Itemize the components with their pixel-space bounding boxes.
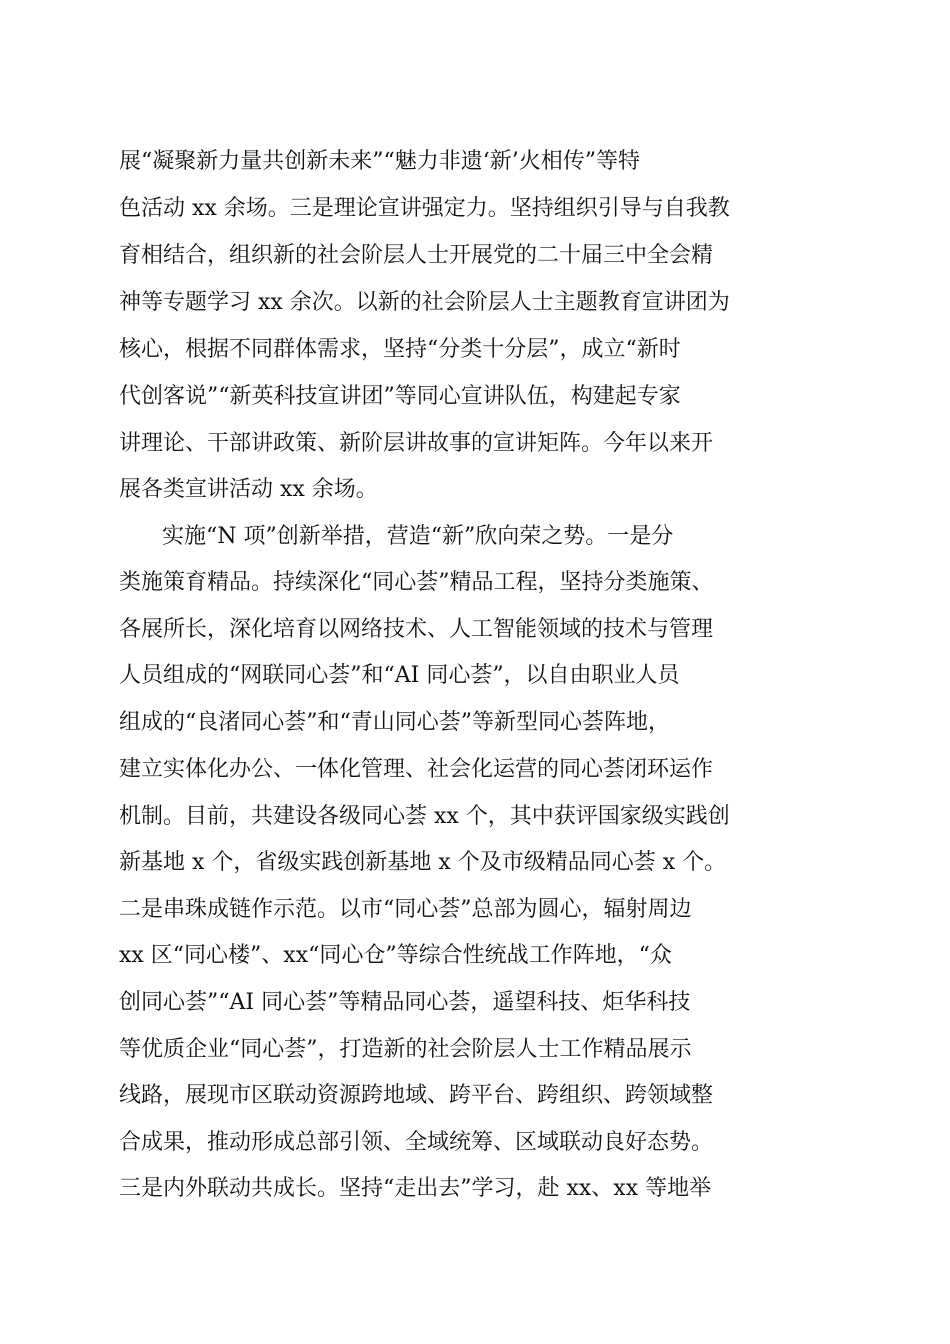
paragraph-line: 三是内外联动共成长。坚持“走出去”学习，赴 xx、xx 等地举 (119, 1176, 712, 1201)
paragraph-line: 合成果，推动形成总部引领、全域统筹、区域联动良好态势。 (119, 1130, 714, 1155)
paragraph-line: 机制。目前，共建设各级同心荟 xx 个，其中获评国家级实践创 (119, 804, 730, 829)
paragraph-line: 展各类宣讲活动 xx 余场。 (119, 477, 378, 502)
paragraph-line: 建立实体化办公、一体化管理、社会化运营的同心荟闭环运作 (119, 757, 714, 782)
paragraph-line: 二是串珠成链作示范。以市“同心荟”总部为圆心，辐射周边 (119, 897, 692, 922)
paragraph-line: 创同心荟”“AI 同心荟”等精品同心荟，遥望科技、炬华科技 (119, 990, 691, 1015)
paragraph-line: 新基地 x 个，省级实践创新基地 x 个及市级精品同心荟 x 个。 (119, 850, 727, 875)
paragraph-line: 类施策育精品。持续深化“同心荟”精品工程，坚持分类施策、 (119, 570, 714, 595)
paragraph-line: xx 区“同心楼”、xx“同心仓”等综合性统战工作阵地，“众 (119, 943, 672, 968)
paragraph-line: 等优质企业“同心荟”，打造新的社会阶层人士工作精品展示 (119, 1037, 692, 1062)
paragraph-line: 组成的“良渚同心荟”和“青山同心荟”等新型同心荟阵地， (119, 710, 670, 735)
paragraph-line: 代创客说”“新英科技宣讲团”等同心宣讲队伍，构建起专家 (119, 384, 681, 409)
paragraph-line: 各展所长，深化培育以网络技术、人工智能领域的技术与管理 (119, 617, 714, 642)
paragraph-line: 讲理论、干部讲政策、新阶层讲故事的宣讲矩阵。今年以来开 (119, 431, 714, 456)
paragraph-line: 神等专题学习 xx 余次。以新的社会阶层人士主题教育宣讲团为 (119, 290, 730, 315)
paragraph-line: 核心，根据不同群体需求，坚持“分类十分层”，成立“新时 (119, 337, 681, 362)
paragraph-line: 线路，展现市区联动资源跨地域、跨平台、跨组织、跨领域整 (119, 1083, 714, 1108)
paragraph-line: 人员组成的“网联同心荟”和“AI 同心荟”，以自由职业人员 (119, 663, 680, 688)
paragraph-line: 展“凝聚新力量共创新未来”“魅力非遗‘新’火相传”等特 (119, 149, 640, 174)
paragraph-line: 色活动 xx 余场。三是理论宣讲强定力。坚持组织引导与自我教 (119, 196, 730, 221)
paragraph-line: 育相结合，组织新的社会阶层人士开展党的二十届三中全会精 (119, 243, 714, 268)
paragraph-first-line: 实施“N 项”创新举措，营造“新”欣向荣之势。一是分 (162, 524, 674, 549)
